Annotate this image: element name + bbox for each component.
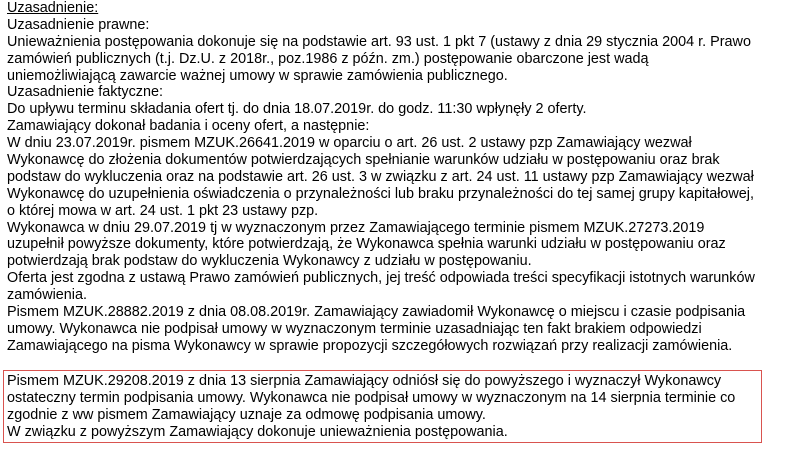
text-line: Wykonawca w dniu 29.07.2019 tj w wyznaczonym przez Zamawiającego terminie pismem MZUK.27273.2019 (7, 219, 705, 236)
highlighted-line: W związku z powyższym Zamawiający dokonuje unieważnienia postępowania. (7, 423, 508, 440)
text-line: Wykonawcę do uzupełnienia oświadczenia o przynależności lub braku przynależności do tej samej grupy kapitałowej, (7, 185, 754, 202)
text-line: Uzasadnienie prawne: (7, 16, 150, 33)
text-line: Unieważnienia postępowania dokonuje się na podstawie art. 93 ust. 1 pkt 7 (ustawy z dnia 29 stycznia 2004 r. Prawo (7, 33, 751, 50)
text-line: Zamawiający dokonał badania i oceny ofert, a następnie: (7, 118, 370, 135)
text-line: zamówień publicznych (t.j. Dz.U. z 2018r., poz.1986 z późn. zm.) postępowanie obarczone jest wadą (7, 50, 649, 67)
text-line: Pismem MZUK.28882.2019 z dnia 08.08.2019r. Zamawiający zawiadomił Wykonawcę o miejscu i czasie podpisania (7, 304, 746, 321)
text-line: Oferta jest zgodna z ustawą Prawo zamówień publicznych, jej treść odpowiada treści specyfikacji istotnych warunków (7, 270, 755, 287)
text-line: potwierdzają brak podstaw do wykluczenia Wykonawcy z udziału w postępowaniu. (7, 253, 532, 270)
text-line: W dniu 23.07.2019r. pismem MZUK.26641.2019 w oparciu o art. 26 ust. 2 ustawy pzp Zamawiający wezwał (7, 135, 692, 152)
text-line: Wykonawcę do złożenia dokumentów potwierdzających spełnianie warunków udziału w postępowaniu oraz brak (7, 152, 720, 169)
text-line: Do upływu terminu składania ofert tj. do dnia 18.07.2019r. do godz. 11:30 wpłynęły 2 oferty. (7, 101, 587, 118)
text-line: Uzasadnienie faktyczne: (7, 84, 163, 101)
highlighted-line: Pismem MZUK.29208.2019 z dnia 13 sierpnia Zamawiający odniósł się do powyższego i wyznaczył Wykonawcy (7, 373, 722, 389)
text-line: umowy. Wykonawca nie podpisał umowy w wyznaczonym terminie uzasadniając ten fakt brakiem odpowiedzi (7, 320, 702, 337)
document-body (7, 0, 782, 372)
document-heading: Uzasadnienie: (7, 0, 99, 16)
text-line: o której mowa w art. 24 ust. 1 pkt 23 ustawy pzp. (7, 202, 319, 219)
highlighted-line: ostateczny termin podpisania umowy. Wykonawca nie podpisał umowy w wyznaczonym na 14 sierpnia terminie co (7, 389, 736, 406)
highlighted-line: zgodnie z ww pismem Zamawiający uznaje za odmowę podpisania umowy. (7, 406, 486, 423)
text-line: uniemożliwiającą zawarcie ważnej umowy w sprawie zamówienia publicznego. (7, 67, 508, 84)
text-line: Zamawiającego na pisma Wykonawcy w sprawie propozycji szczegółowych rozwiązań przy realizacji zamówienia. (7, 337, 733, 354)
text-line: zamówienia. (7, 287, 87, 304)
highlighted-paragraph (7, 373, 735, 441)
text-line: uzupełnił powyższe dokumenty, które potwierdzają, że Wykonawca spełnia warunki udziału w postępowaniu oraz (7, 236, 726, 253)
text-line: podstaw do wykluczenia oraz na podstawie art. 26 ust. 3 w związku z art. 24 ust. 11 ustawy pzp Zamawiający wezwał (7, 168, 754, 185)
